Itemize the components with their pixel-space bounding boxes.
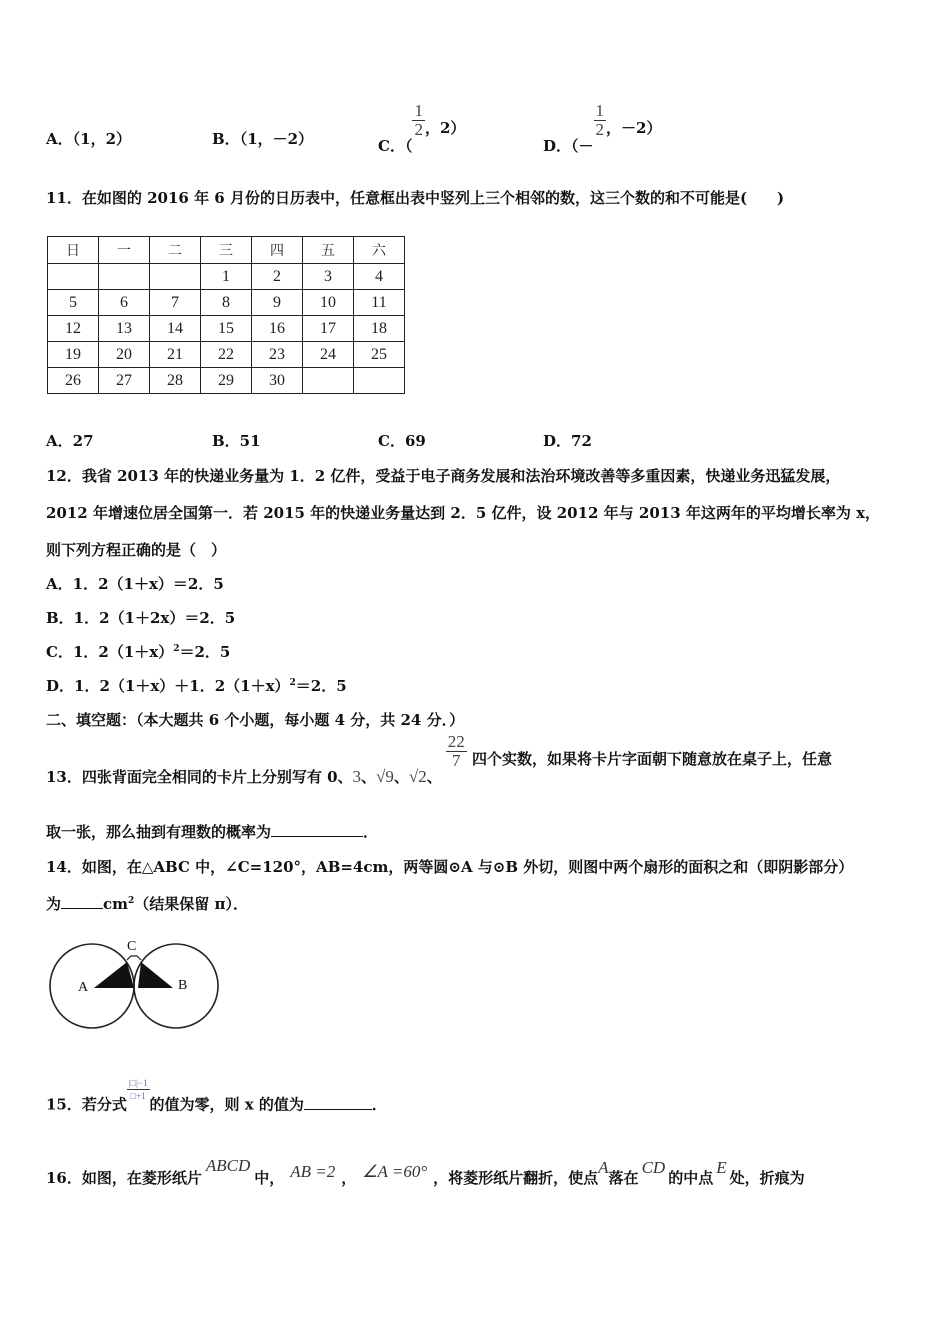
option-prefix: （: [404, 136, 413, 155]
math-angle-a: ∠A =60°: [362, 1162, 428, 1181]
sqrt-nine: √9: [376, 766, 394, 786]
denominator: 2: [595, 120, 605, 139]
exponent: 2: [173, 644, 180, 654]
calendar-cell: 30: [252, 368, 303, 394]
calendar-cell: 4: [354, 264, 405, 290]
q13-text: 13．四张背面完全相同的卡片上分别写有 0、: [46, 767, 353, 786]
answer-blank[interactable]: [61, 908, 103, 909]
q11-question: 11．在如图的 2016 年 6 月份的日历表中，任意框出表中竖列上三个相邻的数，这三个数的和不可能是( ): [46, 189, 785, 207]
answer-blank[interactable]: [271, 836, 363, 837]
separator: 、: [361, 767, 377, 786]
numerator: |□|−1: [128, 1078, 148, 1088]
header-thu: 四: [252, 237, 303, 264]
calendar-cell: 22: [201, 342, 252, 368]
section-heading-fill-in: 二、填空题：（本大题共 6 个小题，每小题 4 分，共 24 分．）: [46, 711, 465, 729]
q14-line-1: 14．如图，在△ABC 中，∠C=120°，AB=4cm，两等圆⊙A 与⊙B 外切，则图中两个扇形的面积之和（即阴影部分）: [46, 858, 854, 876]
calendar-cell: [354, 368, 405, 394]
calendar-cell: 19: [48, 342, 99, 368]
calendar-cell: 2: [252, 264, 303, 290]
calendar-cell: 9: [252, 290, 303, 316]
calendar-cell: 20: [99, 342, 150, 368]
q10-option-b: [212, 128, 313, 149]
unit: cm: [103, 895, 129, 913]
q15-line: [46, 1078, 387, 1118]
option-value: （1，2）: [72, 130, 132, 148]
q10-option-d: [543, 101, 662, 155]
q16-text: ，: [341, 1169, 357, 1187]
header-sun: 日: [48, 237, 99, 264]
fraction-one-half: [594, 102, 607, 139]
option-label: A．: [46, 130, 73, 148]
q16-text: 的中点: [668, 1169, 714, 1187]
q11-option-a: A．27: [46, 432, 94, 450]
calendar-cell: 12: [48, 316, 99, 342]
calendar-cell: 26: [48, 368, 99, 394]
option-value: （1，－2）: [239, 130, 314, 148]
q11-option-b: B．51: [212, 432, 261, 450]
calendar-cell: 16: [252, 316, 303, 342]
calendar-cell: 17: [303, 316, 354, 342]
calendar-cell: 21: [150, 342, 201, 368]
option-text: D．1．2（1＋x）＋1．2（1＋x）: [46, 677, 290, 695]
calendar-row: [48, 290, 405, 316]
q13-line-1: [46, 732, 833, 786]
calendar-cell: [99, 264, 150, 290]
option-text: C．1．2（1＋x）: [46, 643, 174, 661]
calendar-header-row: [48, 237, 405, 264]
calendar-cell: 6: [99, 290, 150, 316]
q16-text: 16．如图，在菱形纸片: [46, 1169, 202, 1187]
numerator: 22: [447, 732, 465, 751]
calendar-cell: 5: [48, 290, 99, 316]
denominator: □+1: [130, 1091, 146, 1101]
option-text-tail: ＝2．5: [295, 677, 347, 695]
calendar-cell: 23: [252, 342, 303, 368]
math-ab-equals-2: AB =2: [290, 1162, 336, 1181]
q12-line-1: 12．我省 2013 年的快递业务量为 1．2 亿件，受益于电子商务发展和法治环境改善等多重因素，快递业务迅猛发展，: [46, 467, 841, 485]
calendar-cell: 1: [201, 264, 252, 290]
calendar-row: [48, 264, 405, 290]
q13-line-2: [46, 821, 378, 842]
q14-text: 为: [46, 895, 62, 913]
option-suffix: ，2）: [424, 118, 466, 137]
calendar-cell: 18: [354, 316, 405, 342]
denominator: 2: [414, 120, 423, 139]
calendar-cell: 27: [99, 368, 150, 394]
fraction-one-half: [412, 102, 425, 139]
label-c: C: [127, 939, 137, 954]
separator: 、: [393, 767, 409, 786]
numerator: 1: [595, 101, 605, 120]
q12-option-b: B．1．2（1＋2x）＝2．5: [46, 609, 236, 627]
denominator: 7: [452, 751, 461, 770]
q15-text-mid: 的值为零，则 x 的值为: [149, 1095, 304, 1114]
sqrt-two: √2: [408, 766, 427, 786]
header-mon: 一: [99, 237, 150, 264]
label-b: B: [178, 978, 188, 993]
fraction-abs-x: [127, 1077, 150, 1102]
option-label: B．: [212, 130, 240, 148]
math-abcd: ABCD: [205, 1156, 251, 1175]
header-fri: 五: [303, 237, 354, 264]
exponent: 2: [128, 896, 135, 906]
calendar-cell: [150, 264, 201, 290]
header-sat: 六: [354, 237, 405, 264]
calendar-row: [48, 342, 405, 368]
calendar-row: [48, 368, 405, 394]
q12-option-c: [46, 641, 230, 662]
q16-text: 落在: [608, 1169, 639, 1187]
math-point-a: A: [598, 1158, 609, 1177]
calendar-cell: 24: [303, 342, 354, 368]
q10-option-a: [46, 128, 131, 149]
q12-line-3: 则下列方程正确的是（ ）: [46, 541, 227, 559]
q12-line-2: 2012 年增速位居全国第一．若 2015 年的快递业务量达到 2．5 亿件，设 2012 年与 2013 年这两年的平均增长率为 x，: [46, 504, 881, 522]
label-a: A: [78, 980, 89, 995]
q14-line-2: [46, 893, 248, 914]
calendar-cell: 15: [201, 316, 252, 342]
period: ．: [371, 1095, 387, 1114]
answer-blank[interactable]: [304, 1109, 372, 1110]
fraction-22-7: [446, 733, 467, 770]
q12-option-a: A．1．2（1＋x）＝2．5: [46, 575, 224, 593]
q10-option-c: [378, 101, 466, 155]
calendar-cell: 28: [150, 368, 201, 394]
calendar-cell: [303, 368, 354, 394]
q14-figure-two-circles: [44, 938, 224, 1034]
q13-text-rest: 四个实数，如果将卡片字面朝下随意放在桌子上，任意: [466, 749, 833, 768]
separator: 、: [426, 767, 442, 786]
q11-option-c: C．69: [378, 432, 426, 450]
period: ．: [363, 823, 379, 841]
math-cd: CD: [641, 1158, 666, 1177]
calendar-table: [47, 236, 405, 394]
calendar-cell: 25: [354, 342, 405, 368]
calendar-cell: 3: [303, 264, 354, 290]
calendar-cell: 7: [150, 290, 201, 316]
number-three: 3: [352, 766, 362, 786]
q11-option-d: D．72: [543, 432, 592, 450]
calendar-cell: 11: [354, 290, 405, 316]
q13-text: 取一张，那么抽到有理数的概率为: [46, 823, 272, 841]
calendar-cell: [48, 264, 99, 290]
q12-option-d: [46, 675, 347, 696]
calendar-cell: 10: [303, 290, 354, 316]
calendar-cell: 13: [99, 316, 150, 342]
option-label: C．: [378, 136, 405, 155]
option-suffix: ，－2）: [606, 118, 662, 137]
calendar-cell: 8: [201, 290, 252, 316]
q14-text-rest: （结果保留 π）．: [134, 895, 248, 913]
option-label: D．: [543, 136, 572, 155]
option-text-tail: ＝2．5: [179, 643, 231, 661]
numerator: 1: [414, 101, 423, 120]
calendar-row: [48, 316, 405, 342]
q16-text: ，将菱形纸片翻折，使点: [433, 1169, 599, 1187]
math-point-e: E: [716, 1158, 727, 1177]
exponent: 2: [289, 678, 296, 688]
q16-text: 处，折痕为: [729, 1169, 805, 1187]
option-prefix: （－: [571, 136, 594, 155]
calendar-cell: 14: [150, 316, 201, 342]
header-tue: 二: [150, 237, 201, 264]
q15-text: 15．若分式: [46, 1095, 127, 1114]
q16-line: [46, 1156, 805, 1188]
q16-text: 中，: [254, 1169, 285, 1187]
calendar-cell: 29: [201, 368, 252, 394]
header-wed: 三: [201, 237, 252, 264]
